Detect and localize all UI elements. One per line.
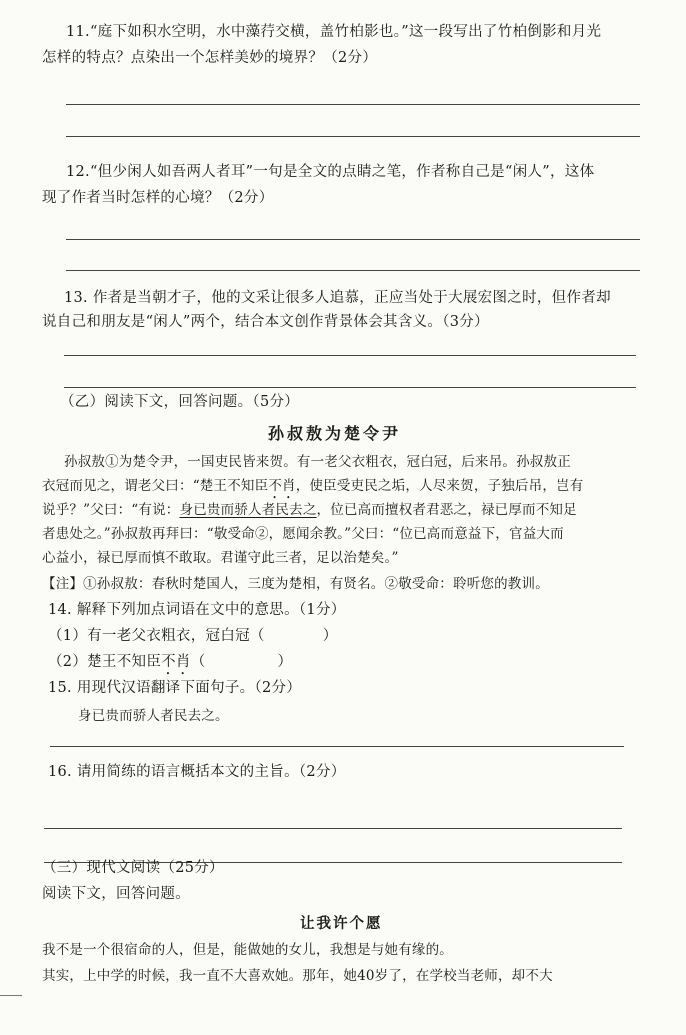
q14-item2: （2）楚王不知臣不肖（ ） [48,654,293,670]
section-b-title: 孙叔敖为楚令尹 [268,424,402,443]
answer-line [66,239,640,240]
answer-line [66,136,640,137]
q16-stem: 16. 请用简练的语言概括本文的主旨。（2分） [48,764,346,780]
q11-line2: 怎样的特点？点染出一个怎样美妙的境界？（2分） [42,50,378,66]
answer-line [64,387,636,388]
dotted-words: 不肖 [268,478,296,494]
scan-edge-mark [0,995,22,996]
underlined-sentence: 身已贵而骄人者民去之 [179,502,317,518]
annotation-note: 【注】①孙叔敖：春秋时楚国人，三度为楚相，有贤名。②敬受命：聆听您的教训。 [42,576,549,592]
answer-line [44,828,622,829]
q11-line1: 11.“庭下如积水空明，水中藻荇交横，盖竹柏影也。”这一段写出了竹柏倒影和月光 [66,24,602,40]
q15-sentence: 身已贵而骄人者民去之。 [78,708,229,724]
passage-line: 心益小，禄已厚而慎不敢取。君谨守此三者，足以治楚矣。” [42,550,399,566]
answer-line [64,355,636,356]
q12-line1: 12.“但少闲人如吾两人者耳”一句是全文的点睛之笔，作者称自己是“闲人”，这体 [66,164,595,180]
q13-line2: 说自己和朋友是“闲人”两个，结合本文创作背景体会其含义。（3分） [42,314,489,330]
passage-line: 说乎？”父曰：“有说：身已贵而骄人者民去之，位已高而擅权者君恶之，禄已厚而不知足 [42,502,577,518]
essay-line: 其实，上中学的时候，我一直不大喜欢她。那年，她40岁了，在学校当老师，却不大 [42,968,553,984]
section-3-title: 让我许个愿 [300,915,383,932]
answer-line [66,270,640,271]
section-b-heading: （乙）阅读下文，回答问题。（5分） [60,394,300,410]
q14-stem: 14. 解释下列加点词语在文中的意思。（1分） [48,602,346,618]
essay-line: 我不是一个很宿命的人，但是，能做她的女儿，我想是与她有缘的。 [42,942,453,958]
section-3-heading: （三）现代文阅读（25分） [42,860,224,876]
passage-line: 者患处之。”孙叔敖再拜曰：“敬受命②，愿闻余教。”父曰：“位已高而意益下，官益大而 [42,526,564,542]
passage-line: 孙叔敖①为楚令尹，一国吏民皆来贺。有一老父衣粗衣，冠白冠，后来吊。孙叔敖正 [64,454,571,470]
q14-item1: （1）有一老父衣粗衣，冠白冠（ ） [48,628,338,644]
q12-line2: 现了作者当时怎样的心境？（2分） [42,190,274,206]
q13-line1: 13. 作者是当朝才子，他的文采让很多人追慕，正应当处于大展宏图之时，但作者却 [64,290,611,306]
q15-stem: 15. 用现代汉语翻译下面句子。（2分） [48,680,302,696]
answer-line [50,746,624,747]
answer-line [66,104,640,105]
section-3-instruction: 阅读下文，回答问题。 [42,886,190,902]
passage-line: 衣冠而见之，谓老父曰：“楚王不知臣不肖，使臣受吏民之垢，人尽来贺，子独后吊，岂有 [42,478,584,494]
